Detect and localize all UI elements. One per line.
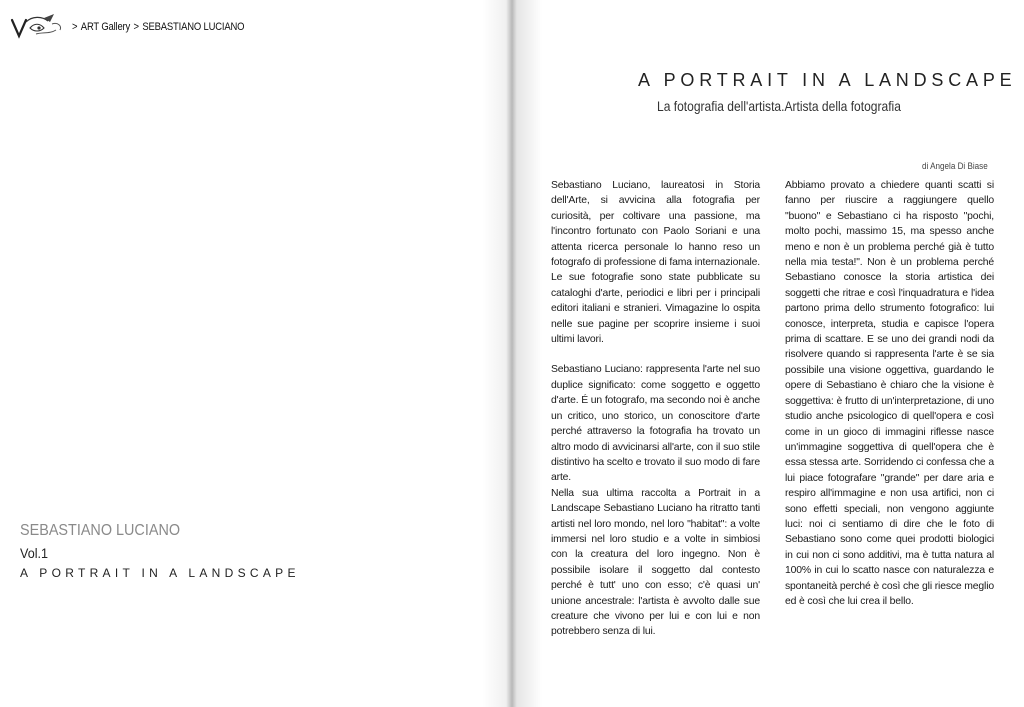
article-paragraph: Sebastiano Luciano, laureatosi in Storia dell'Arte, si avvicina alla fotografia per curiosità, per coltivare una passione, ma l'incontro fortunato con Paolo Soriani e una attenta ricerca personale lo hanno reso un fotografo di professione di fama internazionale. Le sue fotografie sono state pubblicate su cataloghi d'arte, periodici e libri per i principali editori italiani e stranieri. Vimagazine lo ospita nelle sue pagine per scoprire insieme i suoi ultimi lavori. <box>551 180 760 346</box>
article-paragraph: Abbiamo provato a chiedere quanti scatti si fanno per riuscire a raggiungere quello "buono" e Sebastiano ci ha risposto "pochi, molto pochi, massimo 15, ma spesso anche meno e non è un problema perché già è tutto nella mia testa!". Non è un problema perché Sebastiano conosce la storia artistica dei soggetti che ritrae e così l'inquadratura e l'idea partono prima dello strumento fotografico: lui conosce, interpreta, studia e capisce l'opera prima di scattare. E se uno dei grandi nodi da risolvere quando si rappresenta l'arte è se sia possibile una visione oggettiva, guardando le opere di Sebastiano è chiaro che la visione è soggettiva: è frutto di un'interpretazione, di uno studio anche psicologico di quell'opera e così come in un gioco di immagini riflesse nasce un'immagine soggettiva di quell'opera che è essa stessa arte. Sorridendo ci confessa che a lui piace fotografare "grande" per dare aria e respiro all'immagine e non usa artifici, non ci sono effetti speciali, non vengono aggiunte luci: noi ci sentiamo di dire che le foto di Sebastiano sono come quei prodotti biologici in cui non ci sono additivi, ma è tutta natura al 100% in cui lo scatto nasce con naturalezza e spontaneità perché è così che gli riesce meglio ed è così che lui crea il bello. <box>785 180 994 607</box>
cover-block <box>20 522 320 580</box>
cover-artist-name: SEBASTIANO LUCIANO <box>20 522 181 539</box>
article-column-right <box>785 178 994 609</box>
article-subtitle: La fotografia dell'artista.Artista della fotografia <box>657 98 901 114</box>
breadcrumb-link-sebastiano-luciano[interactable]: SEBASTIANO LUCIANO <box>142 21 245 33</box>
cover-volume: Vol.1 <box>20 545 49 561</box>
breadcrumb-separator: > <box>72 21 78 33</box>
top-navigation <box>10 12 272 42</box>
breadcrumb <box>72 21 244 33</box>
breadcrumb-link-art-gallery[interactable]: ART Gallery <box>80 21 131 33</box>
cover-title: A PORTRAIT IN A LANDSCAPE <box>20 566 300 580</box>
article-paragraph: Nella sua ultima raccolta a Portrait in a Landscape Sebastiano Luciano ha ritratto tanti artisti nel loro mondo, nel loro "habitat": a volte immersi nel loro studio e a volte in simbiosi con la creatura del loro ingegno. Non è possibile isolare il soggetto dal contesto perché è tutt' uno con esso; c'è quasi un' unione ancestrale: l'artista è avvolto dalle sue creature che vivono per lui e con lui e non potrebbero senza di lui. <box>551 487 760 638</box>
vimagazine-logo-icon[interactable] <box>10 12 66 42</box>
article-heading <box>512 70 1024 114</box>
article-paragraph: Sebastiano Luciano: rappresenta l'arte nel suo duplice significato: come soggetto e oggetto d'arte. É un fotografo, ma secondo noi è anche un critico, uno storico, un conoscitore d'arte perché attraverso la fotografia ha trovato un altro modo di avvicinarsi all'arte, con il suo stile distintivo ha scelto e trovato il suo modo di fare arte. <box>551 364 760 484</box>
article-title: A PORTRAIT IN A LANDSCAPE <box>638 70 1017 90</box>
breadcrumb-separator: > <box>133 21 139 33</box>
article-byline: di Angela Di Biase <box>922 161 988 171</box>
article-column-left <box>551 178 760 640</box>
